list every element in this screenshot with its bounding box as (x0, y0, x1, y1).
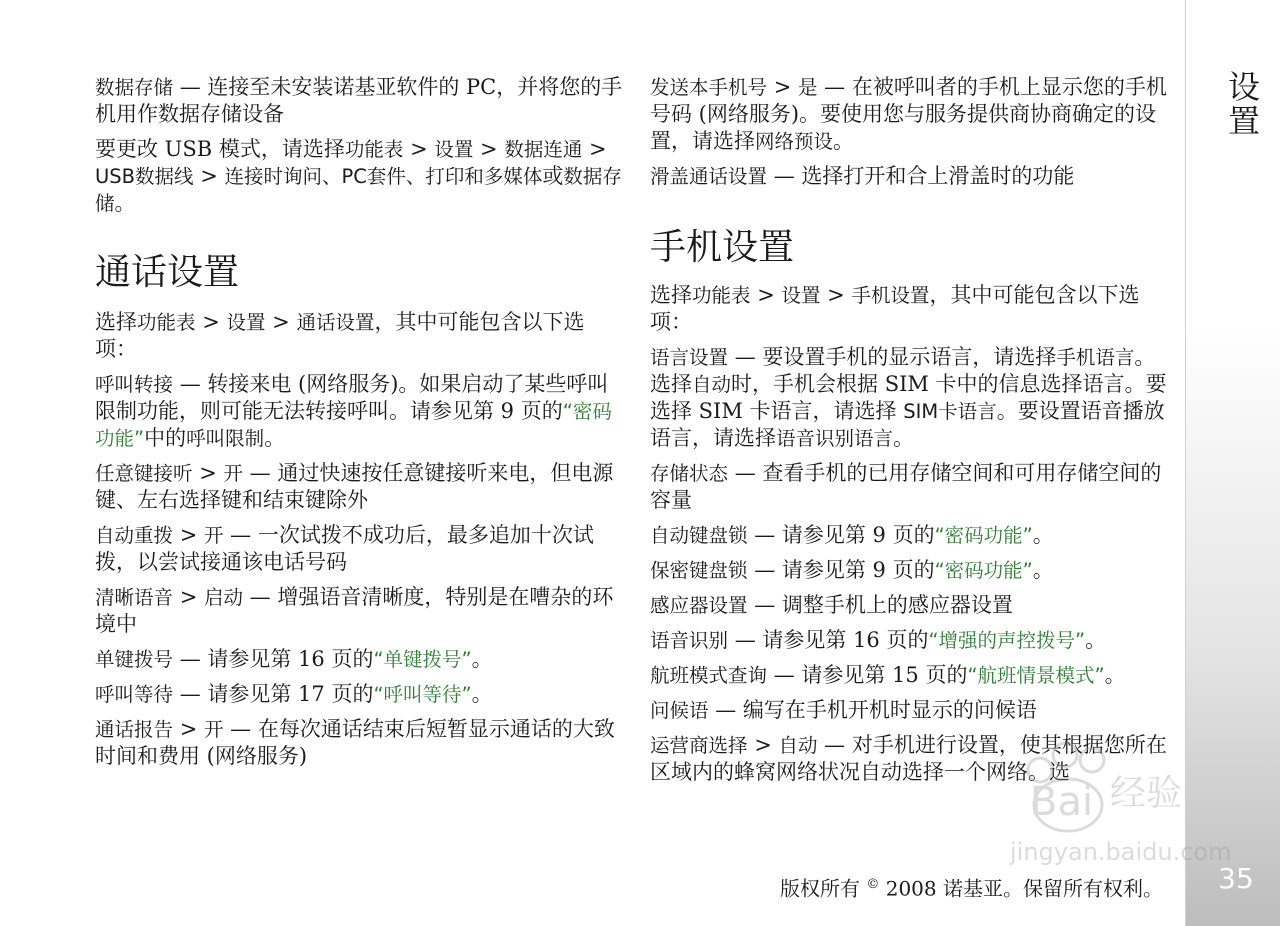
link-speed-dial[interactable]: “单键拨号” (373, 648, 472, 671)
paragraph-voice-clarity: 清晰语音 > 启动 — 增强语音清晰度，特别是在嘈杂的环境中 (95, 585, 614, 636)
term-label: 数据存储 (95, 76, 174, 99)
link-security-codes[interactable]: “密码功能” (934, 559, 1033, 582)
paragraph-anykey-answer: 任意键接听 > 开 — 通过快速按任意键接听来电，但电源键、左右选择键和结束键除外 (95, 461, 614, 512)
section-tab-title: 设置 (1223, 70, 1261, 138)
copyright-symbol: © (866, 877, 880, 892)
svg-text:经验: 经验 (1110, 773, 1183, 814)
paragraph-call-divert: 呼叫转接 — 转接来电 (网络服务)。如果启动了某些呼叫限制功能，则可能无法转接呼叫。请参见第 9 页的“密码功能”中的呼叫限制。 (95, 372, 612, 450)
paragraph-memory-status: 存储状态 — 查看手机的已用存储空间和可用存储空间的容量 (650, 461, 1162, 512)
right-column (650, 74, 1175, 794)
page-number: 35 (1218, 862, 1254, 895)
link-flight-profile[interactable]: “航班情景模式” (967, 664, 1105, 687)
paragraph-call-settings-path: 选择功能表 > 设置 > 通话设置，其中可能包含以下选项： (95, 310, 585, 361)
paragraph-sensor-settings: 感应器设置 — 调整手机上的感应器设置 (650, 593, 1013, 617)
paragraph-auto-redial: 自动重拨 > 开 — 一次试拨不成功后，最多追加十次试拨，以尝试接通该电话号码 (95, 523, 594, 574)
left-column (95, 74, 623, 778)
paragraph-usb-mode: 要更改 USB 模式，请选择功能表 > 设置 > 数据连通 > USB数据线 > 连接时询问、PC套件、打印和多媒体或数据存储。 (95, 137, 622, 215)
paragraph-phone-settings-path: 选择功能表 > 设置 > 手机设置，其中可能包含以下选项： (650, 283, 1140, 334)
paragraph-slide-call: 滑盖通话设置 — 选择打开和合上滑盖时的功能 (650, 164, 1075, 188)
paragraph-call-summary: 通话报告 > 开 — 在每次通话结束后短暂显示通话的大致时间和费用 (网络服务) (95, 717, 615, 768)
svg-text:jingyan.baidu.com: jingyan.baidu.com (1010, 838, 1232, 866)
section-heading-phone-settings: 手机设置 (650, 227, 795, 268)
paragraph-send-my-number: 发送本手机号 > 是 — 在被呼叫者的手机上显示您的手机号码 (网络服务)。要使用您与服务提供商协商确定的设置，请选择网络预设。 (650, 75, 1167, 153)
paragraph-auto-keyguard: 自动键盘锁 — 请参见第 9 页的“密码功能”。 (650, 523, 1054, 547)
section-heading-call-settings: 通话设置 (95, 252, 240, 293)
paragraph-flight-query: 航班模式查询 — 请参见第 15 页的“航班情景模式”。 (650, 663, 1126, 687)
paragraph-operator-selection: 运营商选择 > 自动 — 对手机进行设置，使其根据您所在区域内的蜂窝网络状况自动选择一个网络。选 (650, 733, 1167, 784)
baidu-watermark-logo (1010, 730, 1232, 880)
link-security-codes[interactable]: “密码功能” (934, 524, 1033, 547)
link-security-codes[interactable]: “密码功能” (95, 400, 612, 450)
paragraph-voice-recognition: 语音识别 — 请参见第 16 页的“增强的声控拨号”。 (650, 628, 1107, 652)
paragraph-security-keyguard: 保密键盘锁 — 请参见第 9 页的“密码功能”。 (650, 558, 1054, 582)
paragraph-call-waiting: 呼叫等待 — 请参见第 17 页的“呼叫等待”。 (95, 682, 493, 706)
paragraph-language: 语言设置 — 要设置手机的显示语言，请选择手机语言。选择自动时，手机会根据 SIM 卡中的信息选择语言。要选择 SIM 卡语言，请选择 SIM卡语言。要设置语音播放语言，请选择语音识别语言。 (650, 345, 1167, 450)
link-call-waiting[interactable]: “呼叫等待” (373, 683, 472, 706)
paragraph-data-storage: 数据存储 — 连接至未安装诺基亚软件的 PC，并将您的手机用作数据存储设备 (95, 75, 623, 126)
paragraph-speed-dial: 单键拨号 — 请参见第 16 页的“单键拨号”。 (95, 647, 493, 671)
link-voice-dialing[interactable]: “增强的声控拨号” (928, 629, 1086, 652)
paragraph-welcome-note: 问候语 — 编写在手机开机时显示的问候语 (650, 698, 1037, 722)
copyright-footer: 版权所有 © 2008 诺基亚。保留所有权利。 (780, 876, 1163, 901)
svg-text:Bai: Bai (1030, 779, 1094, 825)
